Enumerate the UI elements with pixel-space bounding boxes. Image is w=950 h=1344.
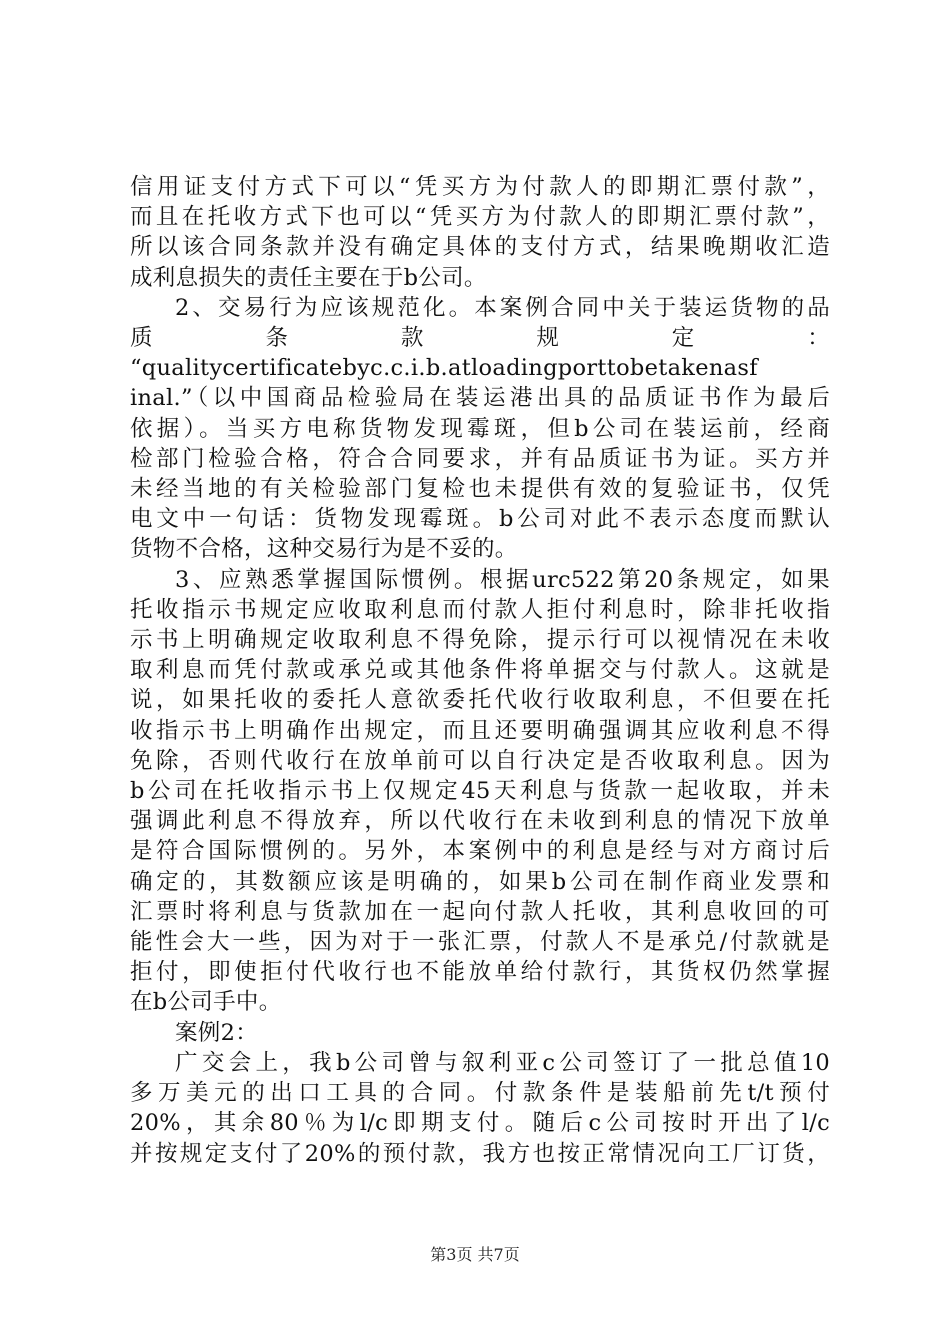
text-line: 能性会大一些，因为对于一张汇票，付款人不是承兑/付款就是 — [130, 929, 830, 956]
text-line: 未经当地的有关检验部门复检也未提供有效的复验证书，仅凭 — [130, 476, 830, 503]
text-line: inal.”（以中国商品检验局在装运港出具的品质证书作为最后 — [130, 385, 830, 412]
text-line: 所以该合同条款并没有确定具体的支付方式，结果晚期收汇造 — [130, 234, 830, 261]
text-line: 案例2： — [175, 1019, 259, 1046]
text-line: 示书上明确规定收取利息不得免除，提示行可以视情况在未收 — [130, 627, 830, 654]
text-line: 2、交易行为应该规范化。本案例合同中关于装运货物的品 — [175, 294, 830, 321]
text-line: 质 条 款 规 定 ： — [130, 325, 830, 352]
text-line: 成利息损失的责任主要在于b公司。 — [130, 264, 487, 291]
text-line: 而且在托收方式下也可以“凭买方为付款人的即期汇票付款”， — [130, 204, 830, 231]
text-line: 在b公司手中。 — [130, 989, 282, 1016]
text-line: 电文中一句话：货物发现霉斑。b公司对此不表示态度而默认 — [130, 506, 830, 533]
text-line: 收指示书上明确作出规定，而且还要明确强调其应收利息不得 — [130, 717, 830, 744]
text-line: 多万美元的出口工具的合同。付款条件是装船前先t/t预付 — [130, 1080, 830, 1107]
text-line: 检部门检验合格，符合合同要求，并有品质证书为证。买方并 — [130, 445, 830, 472]
text-line: 3、应熟悉掌握国际惯例。根据urc522第20条规定，如果 — [175, 566, 830, 593]
text-line: 并按规定支付了20%的预付款，我方也按正常情况向工厂订货， — [130, 1140, 830, 1167]
text-line: b公司在托收指示书上仅规定45天利息与货款一起收取，并未 — [130, 778, 830, 805]
text-line: 货物不合格，这种交易行为是不妥的。 — [130, 536, 518, 563]
text-line: 拒付，即使拒付代收行也不能放单给付款行，其货权仍然掌握 — [130, 959, 830, 986]
text-line: 免除，否则代收行在放单前可以自行决定是否收取利息。因为 — [130, 747, 830, 774]
text-line: 信用证支付方式下可以“凭买方为付款人的即期汇票付款”， — [130, 174, 830, 200]
text-line: 强调此利息不得放弃，所以代收行在未收到利息的情况下放单 — [130, 808, 830, 835]
text-line: 是符合国际惯例的。另外，本案例中的利息是经与对方商讨后 — [130, 838, 830, 865]
text-line: 广交会上，我b公司曾与叙利亚c公司签订了一批总值10 — [175, 1049, 830, 1076]
text-line: 确定的，其数额应该是明确的，如果b公司在制作商业发票和 — [130, 868, 830, 895]
text-line: 托收指示书规定应收取利息而付款人拒付利息时，除非托收指 — [130, 596, 830, 623]
text-line: “qualitycertificatebyc.c.i.b.atloadingporttobetakenasf — [130, 355, 758, 382]
text-line: 依据）。当买方电称货物发现霉斑，但b公司在装运前，经商 — [130, 415, 830, 442]
page-number-footer: 第3页 共7页 — [430, 1245, 520, 1264]
document-body — [130, 172, 830, 1169]
text-line: 取利息而凭付款或承兑或其他条件将单据交与付款人。这就是 — [130, 657, 830, 684]
text-line: 汇票时将利息与货款加在一起向付款人托收，其利息收回的可 — [130, 898, 830, 925]
text-line: 说，如果托收的委托人意欲委托代收行收取利息，不但要在托 — [130, 687, 830, 714]
text-line: 20%，其余80％为l/c即期支付。随后c公司按时开出了l/c — [130, 1110, 830, 1137]
